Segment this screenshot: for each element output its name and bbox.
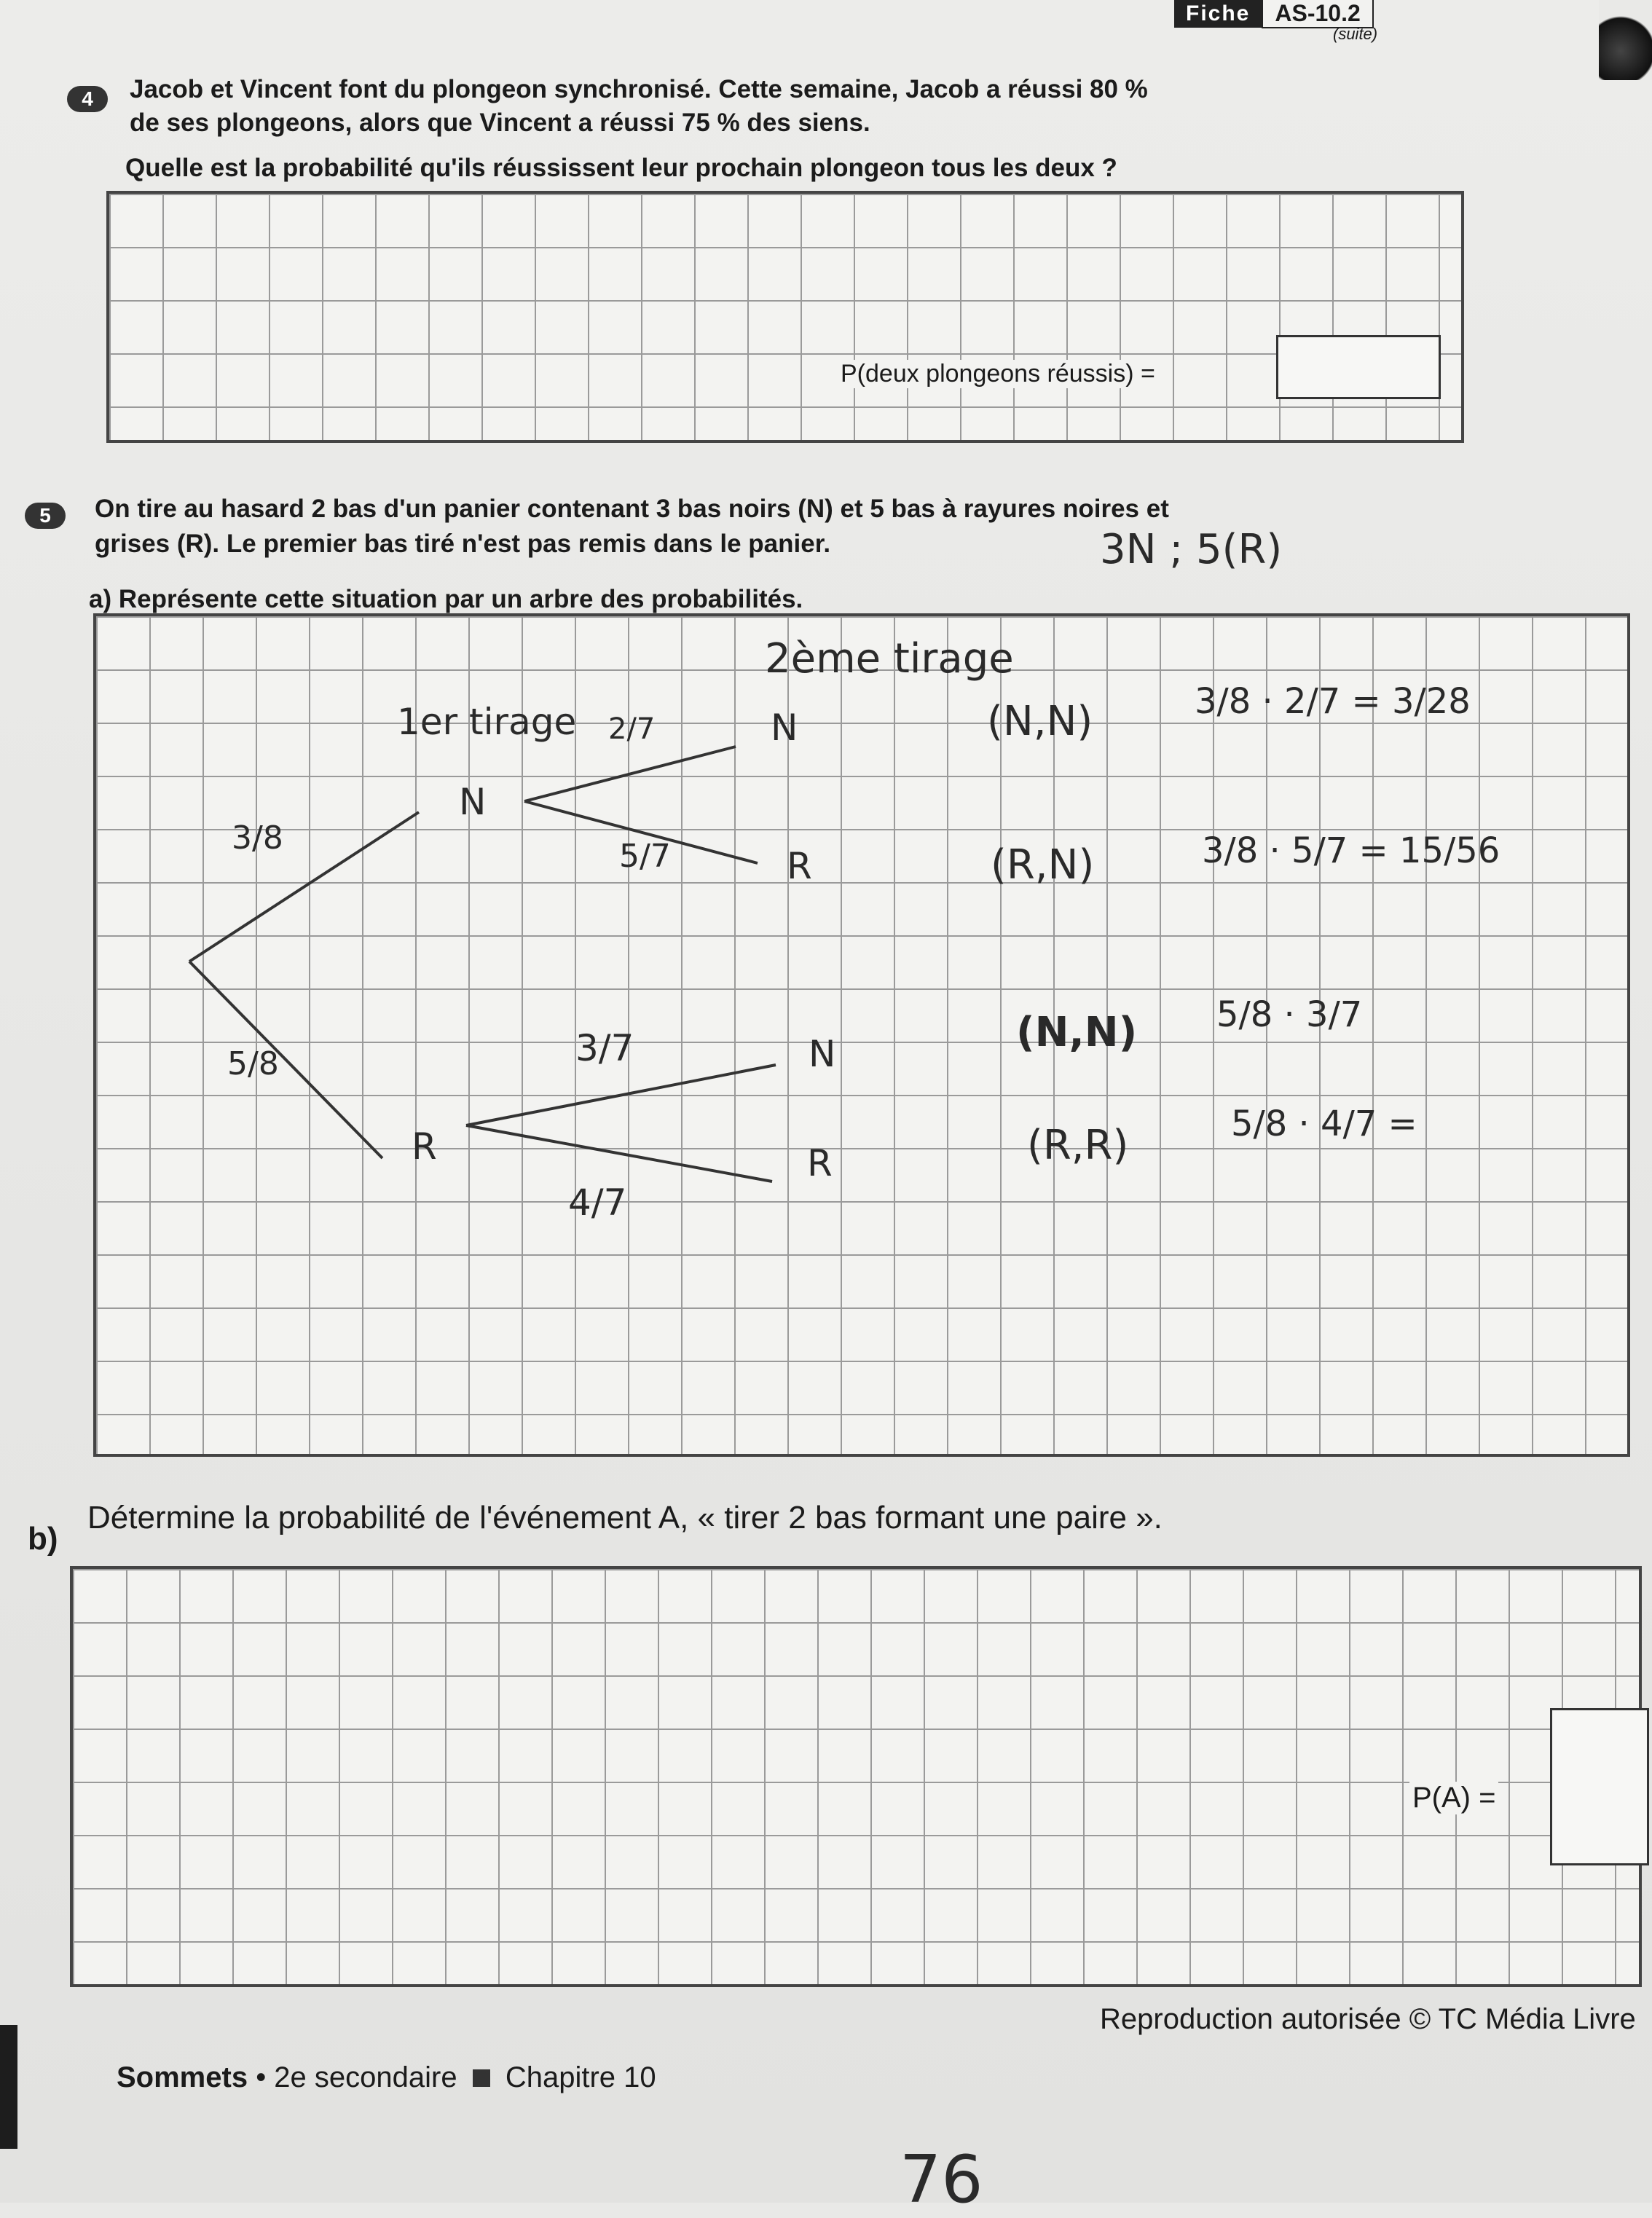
outcome-3: (N,N) [1016, 1009, 1138, 1056]
part-b-letter: b) [28, 1521, 58, 1557]
part-b-answer-label: P(A) = [1409, 1782, 1498, 1814]
footer-copyright: Reproduction autorisée © TC Média Livre [1100, 2003, 1636, 2035]
suite-label: (suite) [1333, 25, 1378, 43]
question-5-number: 5 [25, 503, 66, 529]
first-draw-label: 1er tirage [397, 701, 577, 743]
part-b-answer-box[interactable] [1550, 1708, 1649, 1865]
leaf-r-r: R [807, 1142, 833, 1184]
prob-first-r: 5/8 [227, 1045, 279, 1082]
question-4-prompt: Quelle est la probabilité qu'ils réussissent leur prochain plongeon tous les deux ? [125, 154, 1117, 182]
page-number: 76 [900, 2142, 983, 2218]
branch-r-n [466, 1065, 776, 1125]
branch-first-r [189, 961, 382, 1158]
prob-r-n: 3/7 [575, 1027, 634, 1069]
prob-r-r: 4/7 [568, 1181, 627, 1224]
question-5-line2: grises (R). Le premier bas tiré n'est pas remis dans le panier. [95, 530, 831, 558]
question-4-number: 4 [67, 86, 108, 112]
footer-square-icon [473, 2069, 490, 2087]
calc-4: 5/8 · 4/7 = [1231, 1104, 1417, 1144]
calc-2: 3/8 · 5/7 = 15/56 [1202, 830, 1500, 871]
outcome-4: (R,R) [1027, 1122, 1129, 1169]
prob-n-n: 2/7 [608, 712, 656, 746]
leaf-n-r: R [787, 845, 812, 887]
question-4-answer-label: P(deux plongeons réussis) = [838, 360, 1158, 388]
prob-n-r: 5/7 [619, 838, 671, 875]
question-4-line2: de ses plongeons, alors que Vincent a réussi 75 % des siens. [130, 109, 870, 137]
calc-3: 5/8 · 3/7 [1216, 994, 1363, 1035]
prob-first-n: 3/8 [232, 819, 283, 857]
branch-first-n [189, 812, 419, 961]
outcome-2: (R,N) [991, 841, 1095, 889]
leaf-n-n: N [771, 707, 798, 749]
branch-n-n [524, 747, 736, 801]
outcome-1: (N,N) [987, 698, 1093, 745]
footer-level: • 2e secondaire [256, 2061, 457, 2093]
fiche-code: AS-10.2 [1262, 0, 1373, 28]
page-edge-bar [0, 2025, 17, 2149]
footer-book-info [117, 2061, 656, 2094]
footer-book: Sommets [117, 2061, 248, 2093]
question-5-line1: On tire au hasard 2 bas d'un panier contenant 3 bas noirs (N) et 5 bas à rayures noires et [95, 495, 1169, 523]
second-draw-label: 2ème tirage [765, 635, 1014, 683]
node-first-r: R [412, 1125, 437, 1168]
leaf-r-n: N [809, 1033, 836, 1075]
fiche-label: Fiche [1174, 0, 1262, 28]
question-5-part-a: a) Représente cette situation par un arbre des probabilités. [89, 585, 803, 613]
calc-1: 3/8 · 2/7 = 3/28 [1195, 681, 1471, 722]
part-b-prompt: Détermine la probabilité de l'événement A, « tirer 2 bas formant une paire ». [87, 1500, 1163, 1535]
part-b-answer-grid[interactable] [70, 1566, 1642, 1987]
node-first-n: N [459, 781, 487, 823]
branch-r-r [466, 1125, 772, 1181]
question-4-line1: Jacob et Vincent font du plongeon synchronisé. Cette semaine, Jacob a réussi 80 % [130, 75, 1148, 103]
footer-chapter: Chapitre 10 [505, 2061, 656, 2093]
handwritten-note: 3N ; 5(R) [1100, 526, 1283, 573]
